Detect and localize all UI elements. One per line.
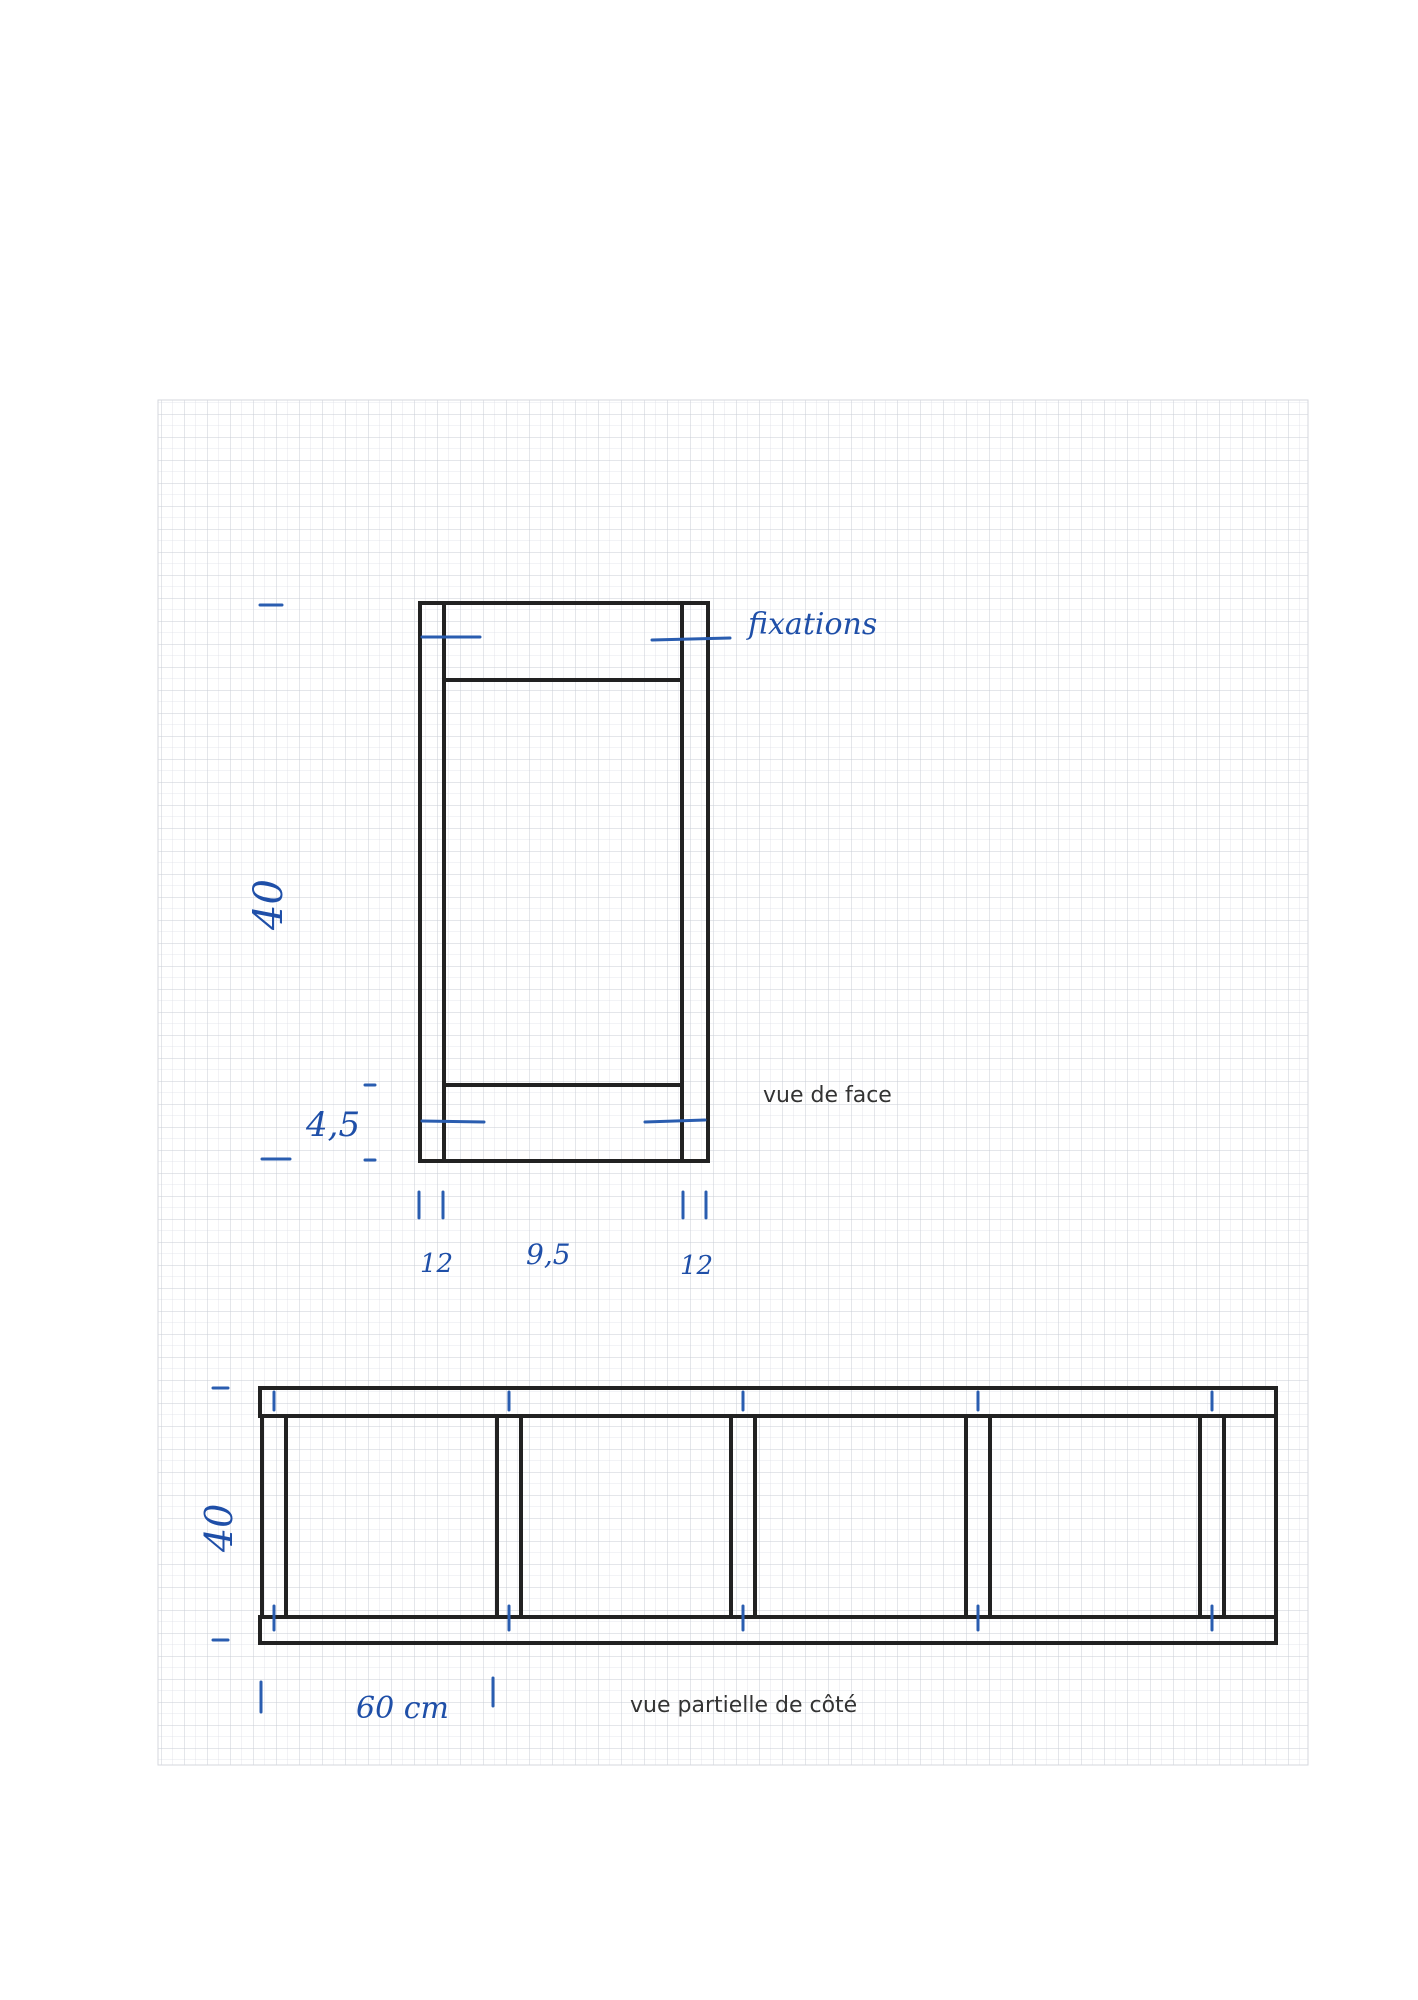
fixation-mark (645, 1120, 705, 1122)
front-view-caption: vue de face (763, 1083, 892, 1108)
side-view-caption: vue partielle de côté (630, 1693, 858, 1718)
front-gap-label: 4,5 (306, 1105, 361, 1145)
side-height-label: 40 (197, 1503, 241, 1552)
front-post-left-label: 12 (420, 1249, 454, 1279)
fixation-mark (652, 638, 730, 640)
front-post-right-label: 12 (680, 1251, 714, 1281)
fixation-mark (422, 1121, 484, 1122)
fixations-label: fixations (748, 607, 878, 642)
side-spacing-label: 60 cm (356, 1691, 449, 1726)
front-span-label: 9,5 (526, 1238, 571, 1271)
front-height-label: 40 (246, 879, 292, 930)
